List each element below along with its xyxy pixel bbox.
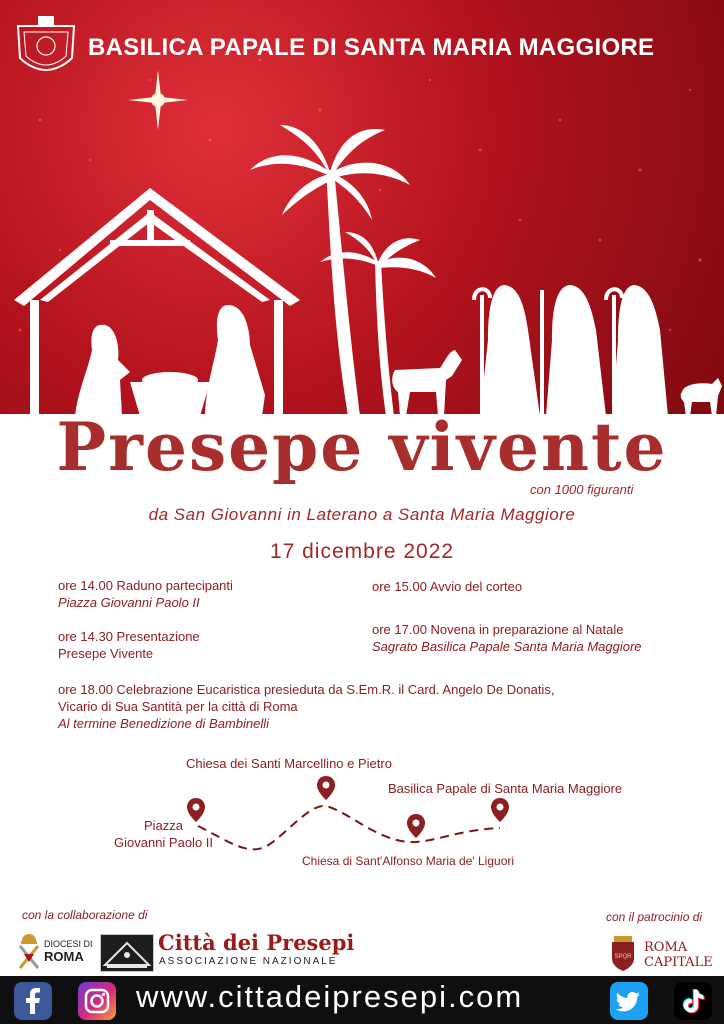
- roma-capitale-line1: ROMA: [644, 940, 688, 955]
- map-pin-icon: [407, 814, 425, 838]
- schedule-time: ore 14.00 Raduno partecipanti: [58, 578, 233, 593]
- schedule-detail: Vicario di Sua Santità per la città di Roma: [58, 699, 298, 714]
- schedule-detail: Presepe Vivente: [58, 646, 154, 661]
- event-title: Presepe vivente: [56, 408, 668, 486]
- route-stop-start-name: Giovanni Paolo II: [114, 835, 214, 850]
- route-stop: Chiesa di Sant'Alfonso Maria de' Liguori: [302, 854, 515, 868]
- schedule-item: [58, 628, 200, 662]
- schedule-place: Piazza Giovanni Paolo II: [58, 595, 200, 610]
- route-stop-end: Basilica Papale di Santa Maria Maggiore: [388, 781, 623, 796]
- citta-presepi-logo-image: [100, 934, 154, 972]
- website-link[interactable]: www.cittadeipresepi.com: [136, 979, 524, 1014]
- roma-capitale-logo: [608, 934, 718, 974]
- star-icon: [128, 70, 188, 130]
- schedule-item: [58, 577, 233, 611]
- citta-presepi-subtitle: ASSOCIAZIONE NAZIONALE: [159, 956, 338, 967]
- facebook-icon[interactable]: [14, 982, 52, 1020]
- schedule-place: Sagrato Basilica Papale Santa Maria Maggiore: [372, 639, 642, 654]
- diocesi-label: DIOCESI DI: [44, 939, 93, 949]
- basilica-title: BASILICA PAPALE DI SANTA MARIA MAGGIORE: [88, 34, 655, 61]
- basilica-seal-logo: [14, 14, 78, 72]
- route-stop: Chiesa dei Santi Marcellino e Pietro: [186, 756, 392, 771]
- schedule-time: ore 15.00 Avvio del corteo: [372, 579, 523, 594]
- route-stop-start: Piazza: [144, 818, 184, 833]
- patronage-label: con il patrocinio di: [606, 910, 703, 924]
- figuranti-note: con 1000 figuranti: [530, 482, 634, 497]
- hero-banner: [0, 0, 724, 430]
- tiktok-icon[interactable]: [674, 982, 712, 1020]
- nativity-mark-icon: [101, 935, 153, 971]
- roma-capitale-line2: CAPITALE: [644, 955, 713, 970]
- roma-crest-icon: [608, 934, 638, 972]
- shepherds-silhouette: [474, 285, 722, 416]
- stable-silhouette: [14, 188, 300, 416]
- route-subtitle: da San Giovanni in Laterano a Santa Maria Maggiore: [148, 505, 576, 524]
- map-pin-icon: [317, 776, 335, 800]
- schedule-note: Al termine Benedizione di Bambinelli: [58, 716, 270, 731]
- donkey-silhouette: [392, 350, 462, 416]
- schedule-time: ore 18.00 Celebrazione Eucaristica presieduta da S.Em.R. il Card. Angelo De Donatis,: [58, 682, 555, 697]
- schedule-item: [372, 621, 642, 655]
- schedule-item: [58, 681, 554, 732]
- citta-presepi-name: Città dei Presepi: [158, 930, 355, 955]
- event-date: 17 dicembre 2022: [269, 540, 455, 563]
- papal-keys-icon: [16, 932, 42, 970]
- instagram-icon[interactable]: [78, 982, 116, 1020]
- diocesi-label-city: ROMA: [44, 949, 84, 964]
- map-pin-icon: [187, 798, 205, 822]
- twitter-icon[interactable]: [610, 982, 648, 1020]
- nativity-silhouette: [0, 0, 724, 430]
- diocesi-logo: [16, 932, 93, 972]
- schedule-item: [372, 578, 522, 595]
- svg-text:SPQR: SPQR: [614, 954, 632, 960]
- collaboration-label: con la collaborazione di: [22, 908, 148, 922]
- schedule-time: ore 17.00 Novena in preparazione al Natale: [372, 622, 624, 637]
- map-pin-icon: [491, 798, 509, 822]
- footer-bar: [0, 976, 724, 1024]
- schedule-time: ore 14.30 Presentazione: [58, 629, 200, 644]
